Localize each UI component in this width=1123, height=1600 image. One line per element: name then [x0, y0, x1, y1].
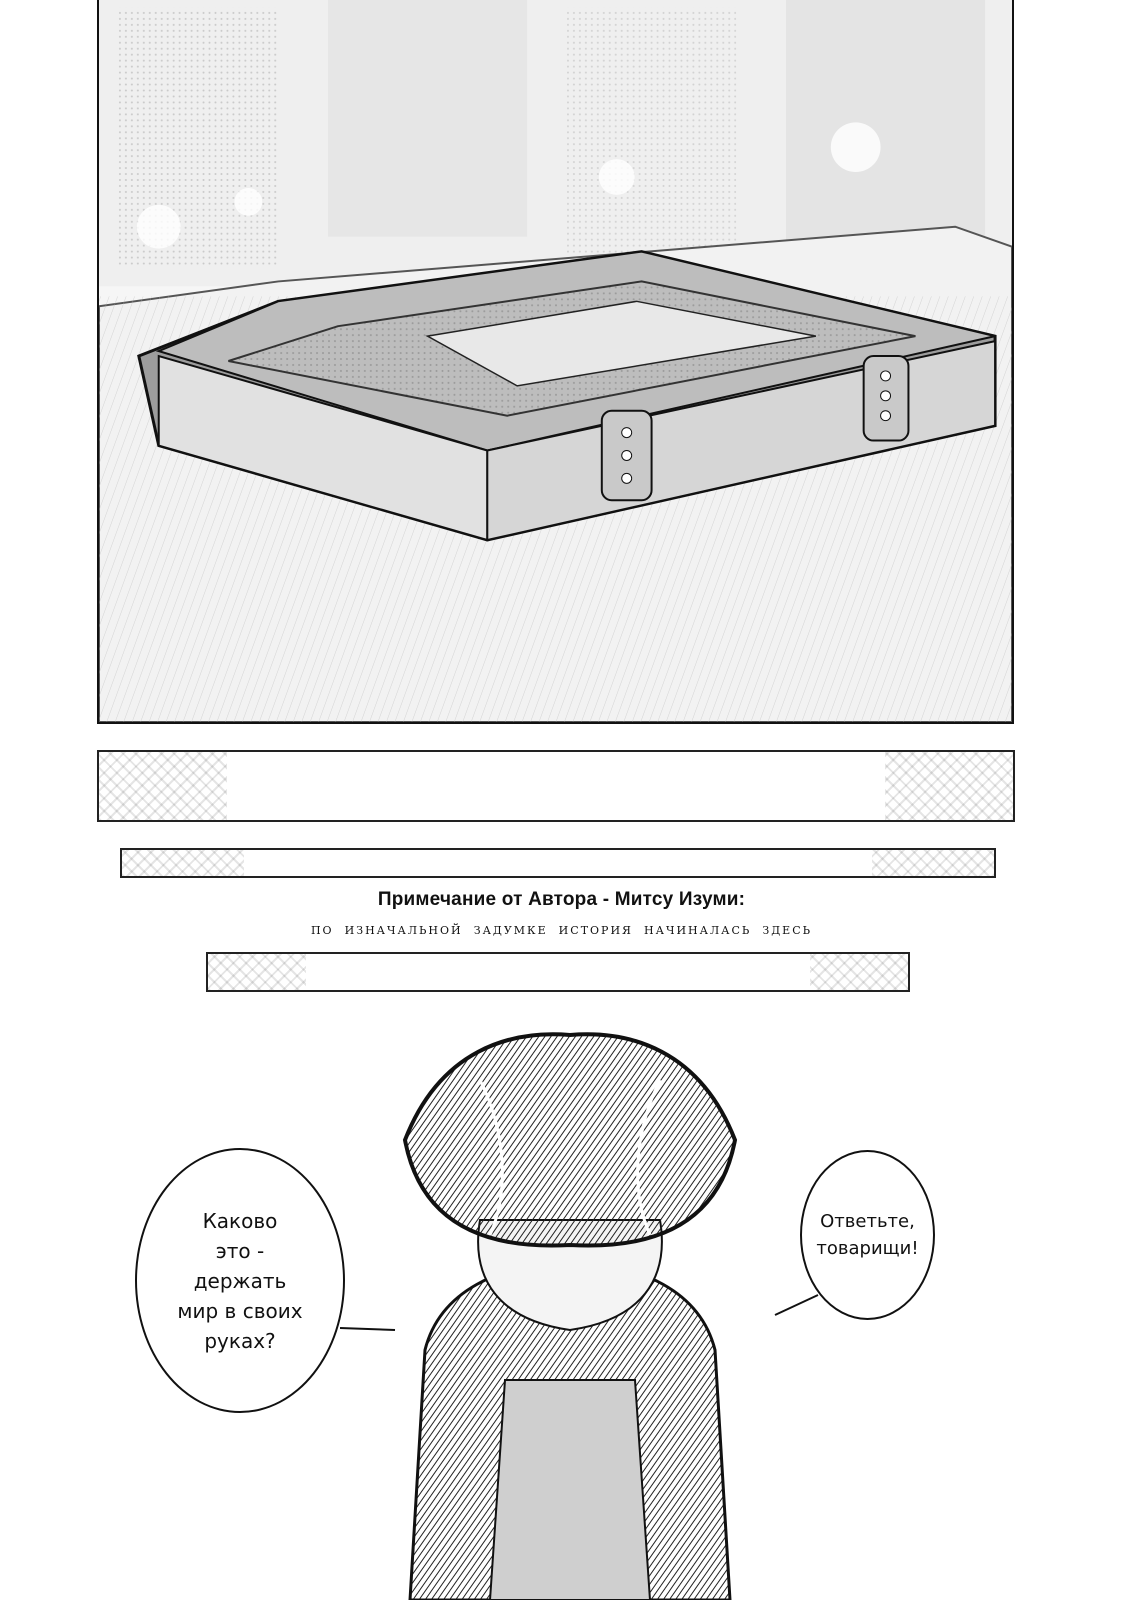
speech-bubble-right — [800, 1150, 935, 1320]
decorative-strip — [97, 750, 1015, 822]
decorative-strip — [206, 952, 910, 992]
character-illustration — [330, 1020, 810, 1600]
speech-tail-right — [770, 1290, 820, 1320]
speech-line: Каково — [202, 1208, 278, 1233]
author-note-body: по изначальной задумке история начиналась здесь — [310, 919, 813, 938]
author-note-title: Примечание от Автора - Митсу Изуми: — [377, 889, 746, 910]
speech-line: держать — [193, 1268, 287, 1293]
speech-line: товарищи! — [816, 1238, 919, 1259]
speech-tail-left — [340, 1318, 400, 1338]
book-illustration — [99, 0, 1012, 722]
speech-line: Ответьте, — [820, 1211, 915, 1232]
speech-line: мир в своих — [177, 1298, 303, 1323]
character-figure — [330, 1020, 810, 1600]
speech-line: руках? — [204, 1328, 276, 1353]
speech-bubble-left — [135, 1148, 345, 1413]
decorative-strip — [120, 848, 996, 878]
speech-line: это - — [215, 1238, 265, 1263]
book-panel — [97, 0, 1014, 724]
